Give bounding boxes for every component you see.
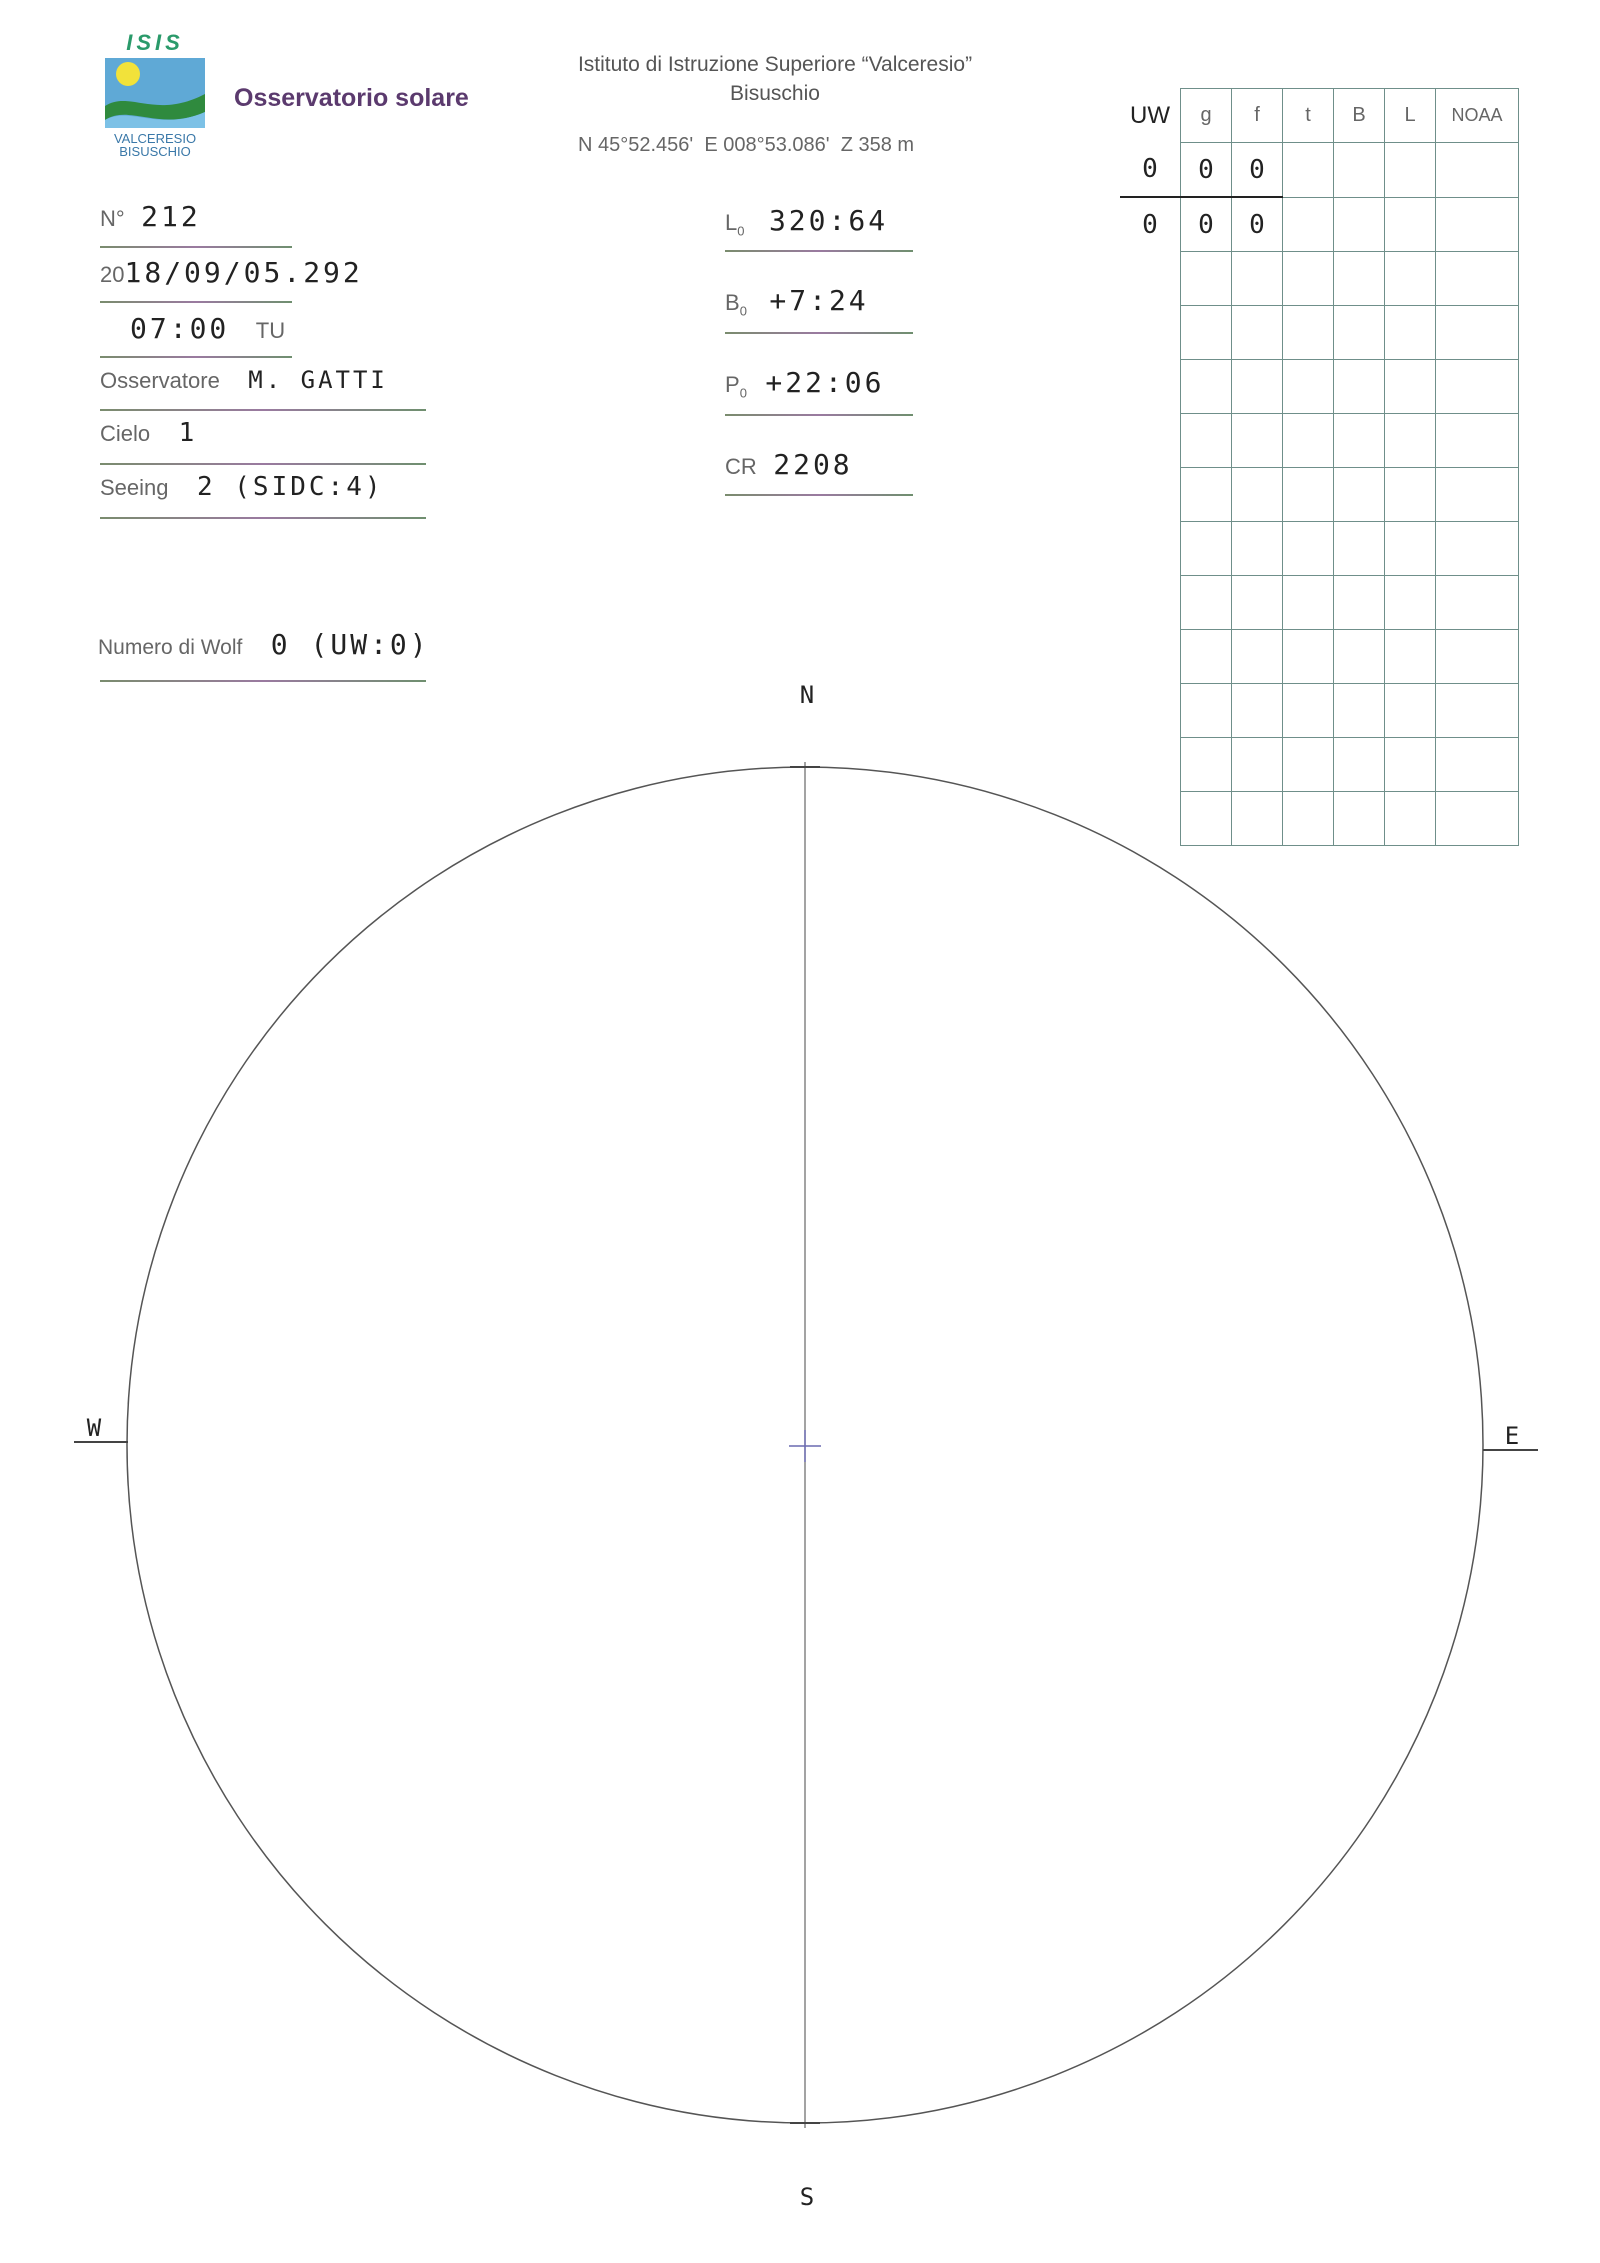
wolf-label: Numero di Wolf	[98, 636, 243, 659]
solar-disc-drawing	[0, 660, 1600, 2220]
institute-name: Istituto di Istruzione Superiore “Valceresio”	[577, 53, 973, 76]
row2-f: 0	[1232, 197, 1283, 252]
table-row	[1120, 360, 1519, 414]
b0-label: $B_0$	[725, 290, 747, 319]
p0-label: $P_0$	[725, 372, 747, 401]
record-seeing	[100, 472, 384, 502]
table-row	[1120, 197, 1519, 252]
sky-value: 1	[178, 418, 198, 448]
number-label: N°	[100, 206, 125, 231]
seeing-label: Seeing	[100, 475, 169, 500]
observatory-coordinates: N 45°52.456' E 008°53.086' Z 358 m	[578, 134, 915, 156]
p0-value: +22:06	[765, 366, 885, 399]
date-value: 18/09/05.292	[124, 256, 363, 289]
row1-uw: 0	[1142, 154, 1158, 185]
ephemeris-carrington-rotation	[725, 448, 853, 481]
record-wolf-number	[98, 628, 430, 661]
header-uw: UW	[1130, 101, 1170, 129]
cr-value: 2208	[773, 448, 853, 481]
time-value: 07:00	[130, 312, 230, 345]
record-date	[100, 256, 363, 289]
east-label: E	[1504, 1422, 1520, 1450]
record-number	[100, 200, 201, 233]
logo-line2: BISUSCHIO	[119, 144, 191, 159]
institute-town: Bisuschio	[730, 82, 820, 105]
table-row	[1120, 414, 1519, 468]
logo-acronym: ISIS	[126, 30, 184, 55]
l0-value: 320:64	[768, 204, 889, 237]
l0-label: $L_0$	[725, 210, 745, 239]
observer-label: Osservatore	[100, 368, 220, 393]
table-row	[1120, 576, 1519, 630]
row2-uw: 0	[1120, 197, 1181, 252]
cr-label: CR	[725, 454, 757, 479]
ephemeris-l0	[725, 204, 888, 238]
record-sky	[100, 418, 197, 448]
row1-g: 0	[1181, 143, 1232, 198]
header-t: t	[1283, 89, 1334, 143]
logo-line1: VALCERESIO	[113, 131, 197, 146]
time-unit: TU	[255, 318, 286, 343]
table-row	[1120, 143, 1519, 198]
row1-f: 0	[1232, 143, 1283, 198]
header-f: f	[1232, 89, 1283, 143]
page-title: Osservatorio solare	[234, 84, 469, 112]
table-row	[1120, 306, 1519, 360]
seeing-value: 2 (SIDC:4)	[196, 472, 384, 502]
header-b: B	[1334, 89, 1385, 143]
observer-value: M. GATTI	[248, 366, 388, 394]
school-logo	[100, 28, 210, 160]
ephemeris-b0	[725, 284, 869, 318]
record-time	[130, 312, 285, 345]
number-value: 212	[141, 200, 201, 233]
institute-header	[520, 50, 1030, 108]
table-row	[1120, 522, 1519, 576]
west-label: W	[86, 1414, 102, 1442]
table-row	[1120, 252, 1519, 306]
row2-g: 0	[1181, 197, 1232, 252]
header-l: L	[1385, 89, 1436, 143]
table-row	[1120, 468, 1519, 522]
south-label: S	[799, 2183, 815, 2211]
table-header-row	[1120, 89, 1519, 143]
north-label: N	[799, 681, 815, 709]
header-g: g	[1181, 89, 1232, 143]
wolf-value: 0 (UW:0)	[270, 628, 430, 661]
sky-label: Cielo	[100, 421, 151, 446]
date-prefix: 20	[100, 262, 125, 287]
ephemeris-p0	[725, 366, 885, 400]
b0-value: +7:24	[769, 284, 869, 317]
header-noaa: NOAA	[1436, 89, 1519, 143]
record-observer	[100, 366, 388, 394]
